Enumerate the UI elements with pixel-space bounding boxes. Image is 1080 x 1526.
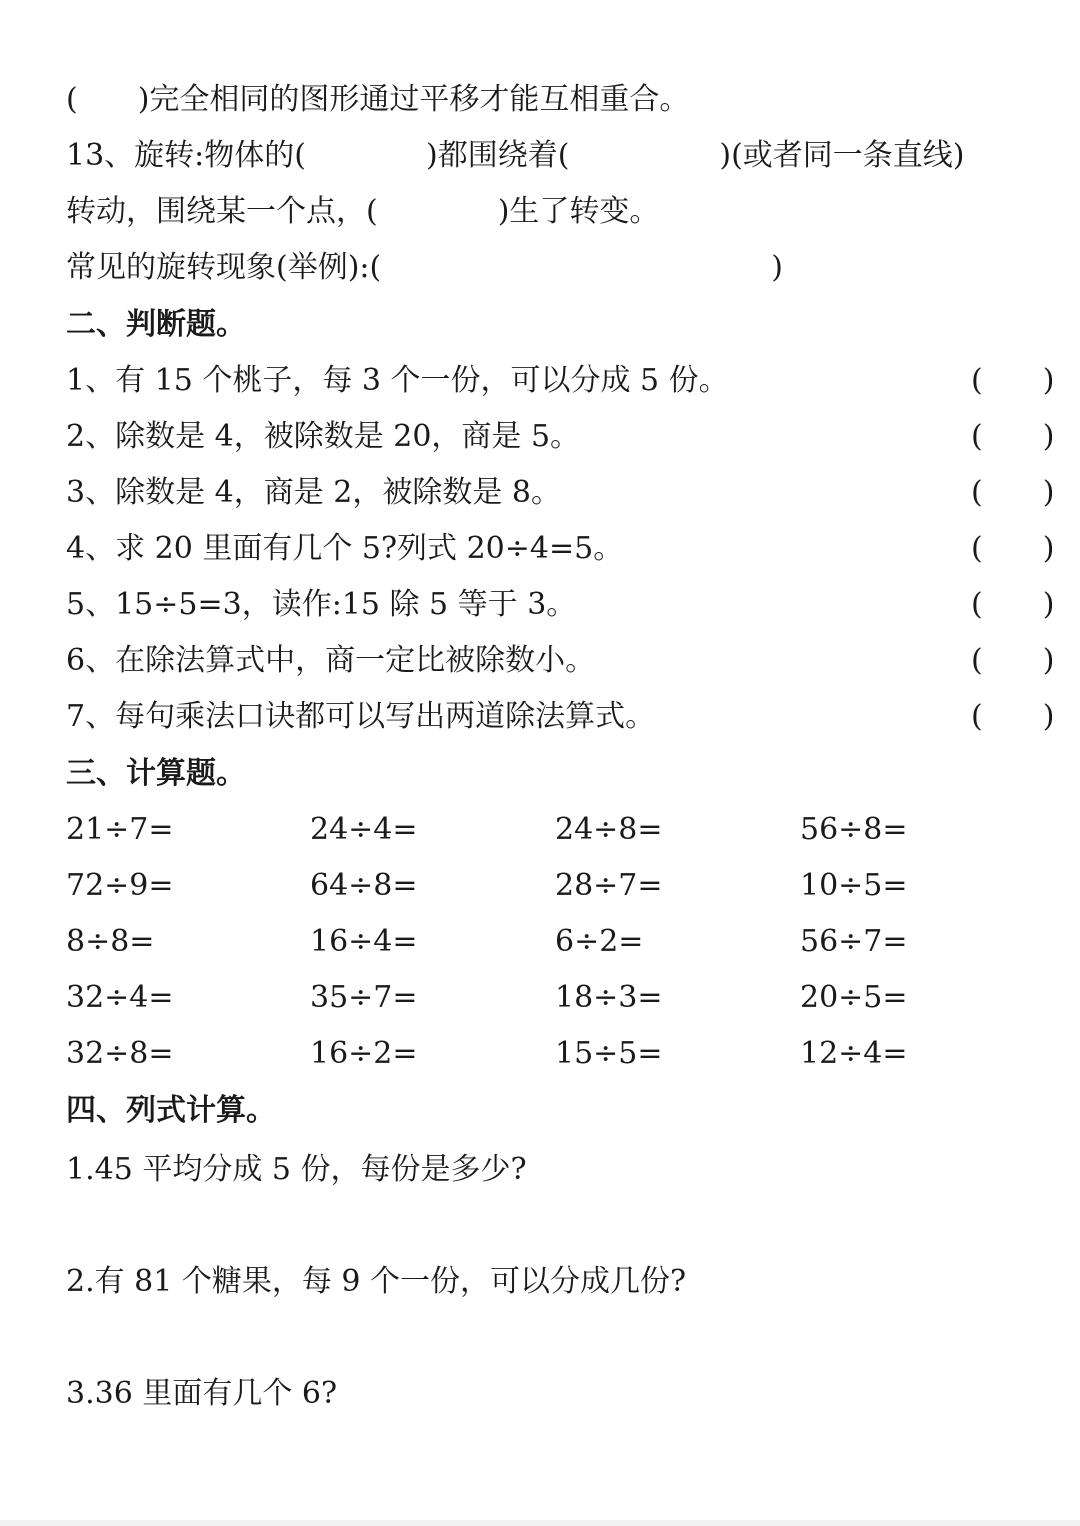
section-heading-calc: 三、计算题。 bbox=[66, 756, 246, 791]
judge-item bbox=[66, 361, 1055, 401]
fill-blank-q13-line3: 常见的旋转现象(举例):( ) bbox=[66, 250, 783, 285]
section-heading-judge: 二、判断题。 bbox=[66, 307, 246, 342]
answer-paren: ( ) bbox=[971, 475, 1055, 510]
judge-item-text: 1、有 15 个桃子，每 3 个一份，可以分成 5 份。 bbox=[66, 363, 729, 398]
calc-problem: 10÷5= bbox=[800, 868, 908, 903]
calc-problem: 18÷3= bbox=[555, 980, 663, 1015]
calc-problem: 20÷5= bbox=[800, 980, 908, 1015]
answer-paren: ( ) bbox=[971, 363, 1055, 398]
judge-item-text: 3、除数是 4，商是 2，被除数是 8。 bbox=[66, 475, 561, 510]
section-heading-word: 四、列式计算。 bbox=[66, 1093, 276, 1128]
calc-problem: 32÷4= bbox=[66, 980, 174, 1015]
judge-item bbox=[66, 585, 1055, 625]
judge-item-text: 2、除数是 4，被除数是 20，商是 5。 bbox=[66, 419, 581, 454]
word-problem: 3.36 里面有几个 6? bbox=[66, 1376, 338, 1411]
word-problem: 1.45 平均分成 5 份，每份是多少? bbox=[66, 1152, 527, 1187]
answer-paren: ( ) bbox=[971, 699, 1055, 734]
judge-item bbox=[66, 697, 1055, 737]
judge-item-text: 4、求 20 里面有几个 5?列式 20÷4=5。 bbox=[66, 531, 624, 566]
fill-blank-q13-line2: 转动，围绕某一个点，( )生了转变。 bbox=[66, 194, 660, 229]
calc-problem: 21÷7= bbox=[66, 812, 174, 847]
calc-problem: 24÷8= bbox=[555, 812, 663, 847]
calc-problem: 56÷8= bbox=[800, 812, 908, 847]
calc-problem: 64÷8= bbox=[310, 868, 418, 903]
calc-problem: 72÷9= bbox=[66, 868, 174, 903]
judge-item-text: 6、在除法算式中，商一定比被除数小。 bbox=[66, 643, 596, 678]
judge-item bbox=[66, 417, 1055, 457]
calc-problem: 32÷8= bbox=[66, 1036, 174, 1071]
judge-item bbox=[66, 473, 1055, 513]
answer-paren: ( ) bbox=[971, 419, 1055, 454]
calc-problem: 8÷8= bbox=[66, 924, 155, 959]
calc-problem: 16÷4= bbox=[310, 924, 418, 959]
judge-item-text: 7、每句乘法口诀都可以写出两道除法算式。 bbox=[66, 699, 656, 734]
fill-blank-line-12-end: ( )完全相同的图形通过平移才能互相重合。 bbox=[66, 82, 690, 117]
answer-paren: ( ) bbox=[971, 587, 1055, 622]
judge-item-text: 5、15÷5=3，读作:15 除 5 等于 3。 bbox=[66, 587, 577, 622]
calc-problem: 16÷2= bbox=[310, 1036, 418, 1071]
calc-problem: 15÷5= bbox=[555, 1036, 663, 1071]
calc-problem: 6÷2= bbox=[555, 924, 644, 959]
judge-item bbox=[66, 641, 1055, 681]
answer-paren: ( ) bbox=[971, 531, 1055, 566]
word-problem: 2.有 81 个糖果，每 9 个一份，可以分成几份? bbox=[66, 1264, 687, 1299]
calc-problem: 28÷7= bbox=[555, 868, 663, 903]
judge-item bbox=[66, 529, 1055, 569]
calc-problem: 35÷7= bbox=[310, 980, 418, 1015]
calc-problem: 56÷7= bbox=[800, 924, 908, 959]
page-bottom-edge bbox=[0, 1520, 1080, 1526]
fill-blank-q13-line1: 13、旋转:物体的( )都围绕着( )(或者同一条直线) bbox=[66, 138, 965, 173]
calc-problem: 12÷4= bbox=[800, 1036, 908, 1071]
answer-paren: ( ) bbox=[971, 643, 1055, 678]
calc-problem: 24÷4= bbox=[310, 812, 418, 847]
